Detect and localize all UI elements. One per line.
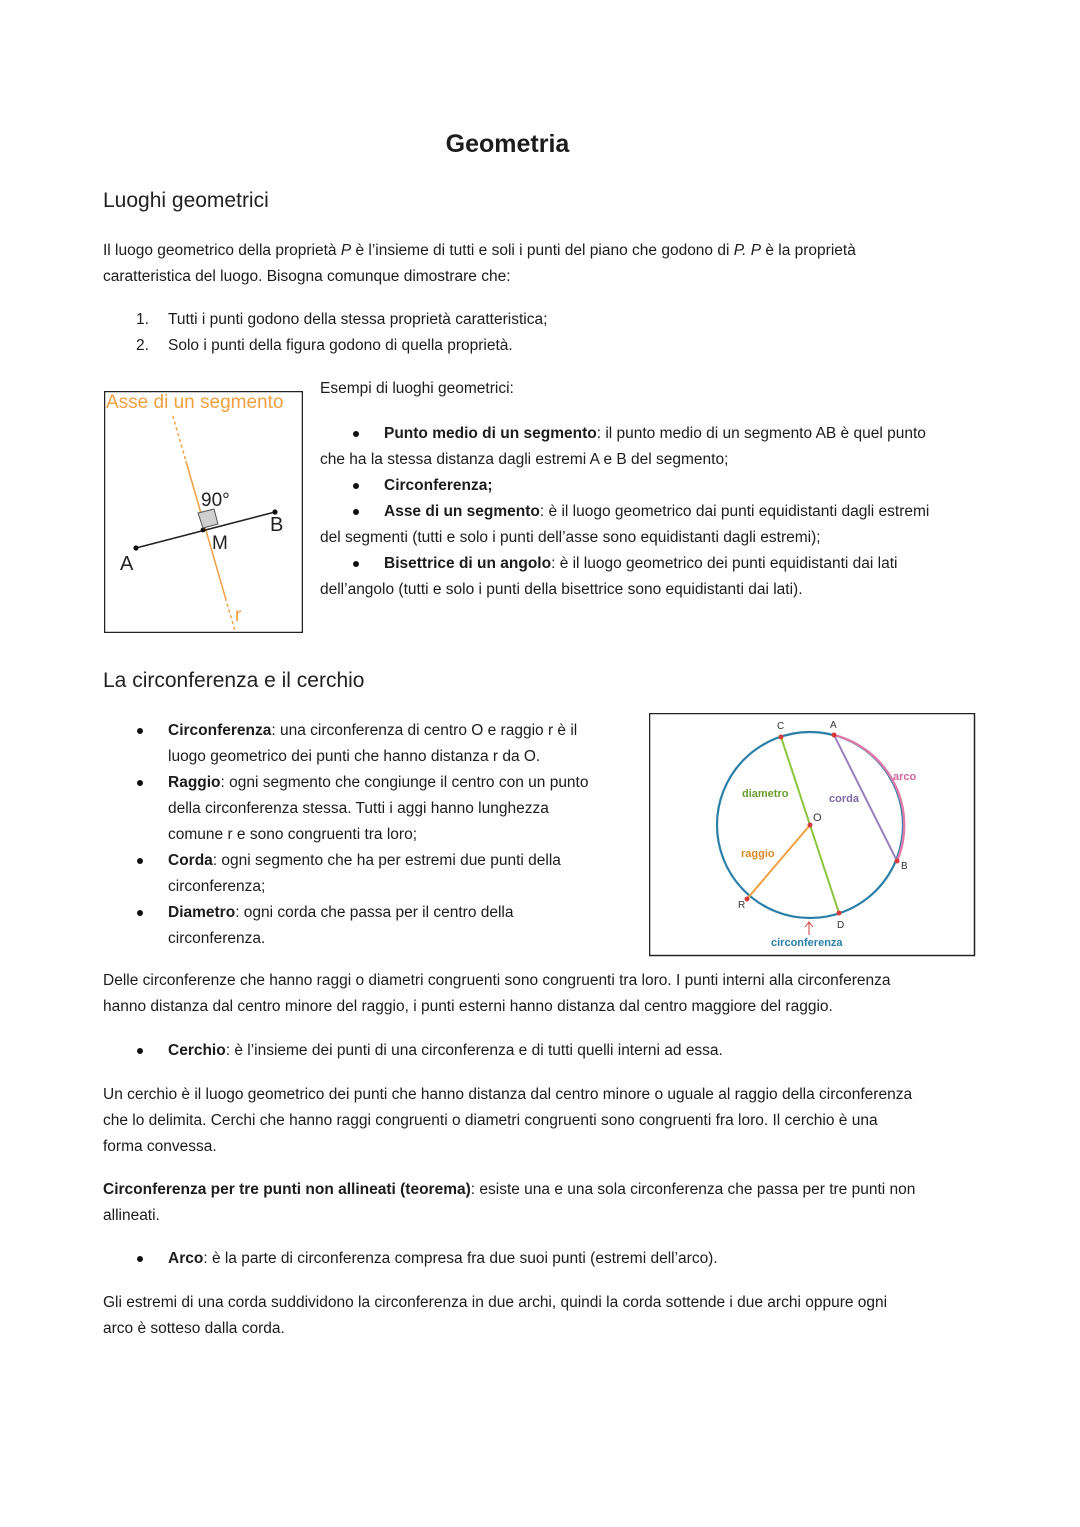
list-item-continuation: luogo geometrico dei punti che hanno distanza r da O. xyxy=(168,748,541,765)
list-item: Bisettrice di un angolo: è il luogo geometrico dei punti equidistanti dai lati xyxy=(320,551,1000,577)
examples-list xyxy=(320,421,1000,603)
list-item: Circonferenza; xyxy=(320,473,1000,499)
list-item: 1. Tutti i punti godono della stessa proprietà caratteristica; xyxy=(136,311,548,328)
label-b: B xyxy=(270,514,284,536)
label-o: O xyxy=(813,812,822,824)
list-item: Circonferenza: una circonferenza di centro O e raggio r è il xyxy=(103,718,623,744)
intro-paragraph: Il luogo geometrico della proprietà P è l’insieme di tutti e soli i punti del piano che godono di P. P è la proprietà caratteristica del luogo. Bisogna comunque dimostrare che: xyxy=(103,242,856,285)
label-circonferenza: circonferenza xyxy=(771,937,843,949)
list-item-continuation: che ha la stessa distanza dagli estremi A e B del segmento; xyxy=(320,451,729,468)
list-item-continuation: circonferenza. xyxy=(168,930,266,947)
label-arco: arco xyxy=(893,771,917,783)
label-m: M xyxy=(212,533,228,554)
arco-paragraph: Gli estremi di una corda suddividono la circonferenza in due archi, quindi la corda sottende i due archi oppure ogni arco è sotteso dalla corda. xyxy=(103,1294,888,1337)
list-item: Cerchio: è l’insieme dei punti di una circonferenza e di tutti quelli interni ad essa. xyxy=(103,1038,1003,1064)
section-heading-luoghi: Luoghi geometrici xyxy=(103,189,269,212)
list-item-continuation: circonferenza; xyxy=(168,878,266,895)
label-d: D xyxy=(837,920,845,931)
label-r: R xyxy=(738,900,746,911)
point-c xyxy=(779,735,784,740)
list-item: Corda: ogni segmento che ha per estremi due punti della xyxy=(103,848,623,874)
label-corda: corda xyxy=(829,793,859,805)
segment-bisector-figure xyxy=(104,391,303,633)
page-title: Geometria xyxy=(445,130,570,158)
list-item-continuation: comune r e sono congruenti tra loro; xyxy=(168,826,417,843)
label-raggio: raggio xyxy=(741,848,775,860)
theorem-paragraph: Circonferenza per tre punti non allineati (teorema): esiste una e una sola circonferenza che passa per tre punti non allineati. xyxy=(103,1181,916,1224)
label-diametro: diametro xyxy=(742,788,789,800)
point-a xyxy=(133,545,138,550)
point-d xyxy=(837,911,842,916)
point-r xyxy=(745,897,750,902)
congruence-paragraph: Delle circonferenze che hanno raggi o diametri congruenti sono congruenti tra loro. I punti interni alla circonferenza hanno distanza dal centro minore del raggio, i punti esterni hanno distanza dal centro maggiore del raggio. xyxy=(103,972,891,1015)
list-item: Arco: è la parte di circonferenza compresa fra due suoi punti (estremi dell’arco). xyxy=(103,1246,1003,1272)
figure-title: Asse di un segmento xyxy=(106,392,284,413)
list-item: 2. Solo i punti della figura godono di quella proprietà. xyxy=(136,337,513,354)
label-r: r xyxy=(235,605,242,626)
list-item: Raggio: ogni segmento che congiunge il centro con un punto xyxy=(103,770,623,796)
section-heading-circonferenza: La circonferenza e il cerchio xyxy=(103,669,365,692)
point-b xyxy=(895,859,900,864)
circle-elements-figure xyxy=(649,713,976,957)
examples-heading: Esempi di luoghi geometrici: xyxy=(320,380,514,397)
list-item: Asse di un segmento: è il luogo geometrico dai punti equidistanti dagli estremi xyxy=(320,499,1000,525)
point-a xyxy=(832,733,837,738)
list-item-continuation: della circonferenza stessa. Tutti i aggi hanno lunghezza xyxy=(168,800,549,817)
point-o xyxy=(808,823,813,828)
angle-label: 90° xyxy=(201,490,230,511)
label-c: C xyxy=(777,721,785,732)
label-a: A xyxy=(120,553,134,575)
list-item: Punto medio di un segmento: il punto medio di un segmento AB è quel punto xyxy=(320,421,1000,447)
cerchio-list xyxy=(103,1038,1003,1064)
numbered-list xyxy=(103,307,547,359)
cerchio-paragraph: Un cerchio è il luogo geometrico dei punti che hanno distanza dal centro minore o uguale al raggio della circonferenza che lo delimita. Cerchi che hanno raggi congruenti o diametri congruenti sono congruenti fra loro. Il cerchio è una forma convessa. xyxy=(103,1086,913,1155)
definitions-list xyxy=(103,718,623,952)
arco-list xyxy=(103,1246,1003,1272)
list-item-continuation: del segmenti (tutti e solo i punti dell’asse sono equidistanti dagli estremi); xyxy=(320,529,821,546)
list-item-continuation: dell’angolo (tutti e solo i punti della bisettrice sono equidistanti dai lati). xyxy=(320,581,803,598)
list-item: Diametro: ogni corda che passa per il centro della xyxy=(103,900,623,926)
label-a: A xyxy=(830,720,837,731)
label-b: B xyxy=(901,861,908,872)
